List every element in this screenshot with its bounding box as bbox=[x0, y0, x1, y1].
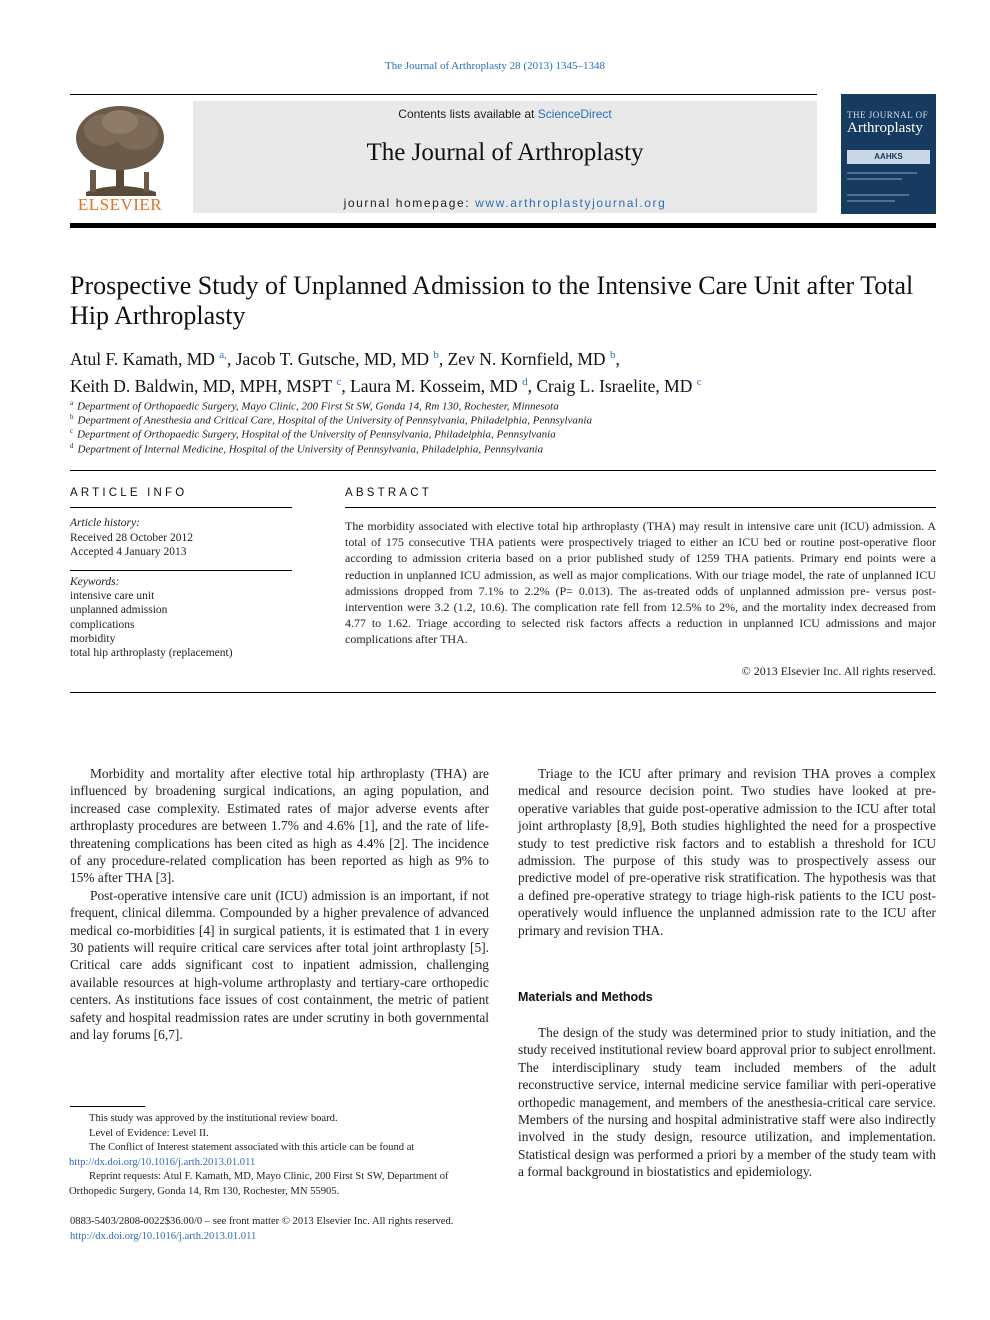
journal-citation[interactable]: The Journal of Arthroplasty 28 (2013) 1345–1348 bbox=[385, 60, 605, 72]
cover-decoration bbox=[847, 172, 917, 174]
keywords-label: Keywords: bbox=[70, 576, 120, 588]
affiliation bbox=[70, 413, 592, 427]
author-name: Craig L. Israelite, MD bbox=[536, 375, 693, 396]
author-separator: , bbox=[527, 375, 537, 396]
footnote-coi-text: The Conflict of Interest statement associated with this article can be found at bbox=[89, 1142, 415, 1154]
affiliation bbox=[70, 442, 543, 456]
cover-decoration bbox=[847, 194, 909, 196]
affiliation bbox=[70, 427, 556, 441]
cover-badge: AAHKS bbox=[847, 150, 930, 164]
contents-prefix: Contents lists available at bbox=[398, 107, 538, 121]
author-name: Laura M. Kosseim, MD bbox=[350, 375, 518, 396]
header-rule bbox=[70, 94, 817, 95]
accepted-date: Accepted 4 January 2013 bbox=[70, 546, 187, 558]
author-affil-marker[interactable]: b bbox=[609, 349, 616, 361]
author-line-2 bbox=[70, 371, 936, 398]
section-rule bbox=[70, 692, 936, 693]
author-affil-marker[interactable]: d bbox=[522, 375, 528, 388]
elsevier-wordmark: ELSEVIER bbox=[77, 195, 163, 214]
article-info-rule bbox=[70, 507, 292, 508]
journal-banner bbox=[193, 101, 817, 213]
cover-decoration bbox=[847, 178, 902, 180]
header-thick-rule bbox=[70, 223, 936, 228]
author-separator: , bbox=[438, 348, 448, 369]
elsevier-logo[interactable] bbox=[66, 100, 174, 215]
author-name: Jacob T. Gutsche, MD, MD bbox=[235, 348, 429, 369]
contents-line bbox=[193, 107, 817, 121]
abstract-heading: ABSTRACT bbox=[345, 487, 432, 499]
affiliation bbox=[70, 399, 559, 413]
author-affil-marker[interactable]: b bbox=[433, 349, 439, 361]
body-paragraph: The design of the study was determined prior to study initiation, and the study received institutional review board approval prior to subject enrollment. The interdisciplinary study team included members of the adult reconstructive service, internal medicine service familiar with peri-operative orthopedic management, and members of the anesthesia-critical care service. Members of the nursing and hospital administrative staff were also indirectly involved in the study design, resource utilization, and implementation. Statistical design was performed a priori by a member of the study team with a formal background in biostatistics and epidemiology. bbox=[518, 1025, 936, 1180]
body-paragraph: Triage to the ICU after primary and revision THA proves a complex medical and resource decision point. Two studies have looked at pre-operative variables that guide post-operative admission to the ICU after total joint arthroplasty [8,9], Both studies highlighted the need for a prospective study to test predictive risk factors and to establish a threshold for ICU admission. The purpose of this study was to prospectively assess our predictive model of pre-operative risk stratification. The hypothesis was that a defined pre-operative strategy to triage high-risk patients to the ICU post-operatively would influence the unplanned admission rate to the ICU after primary and revision THA. bbox=[518, 766, 936, 938]
footnote-level: Level of Evidence: Level II. bbox=[89, 1127, 209, 1139]
author-separator: , bbox=[341, 375, 351, 396]
footnote-rule bbox=[70, 1106, 145, 1107]
journal-title: The Journal of Arthroplasty bbox=[366, 139, 644, 166]
affiliation-label: c bbox=[70, 427, 74, 435]
affiliation-text: Department of Orthopaedic Surgery, Hospital of the University of Pennsylvania, Philadelphia, Pennsylvania bbox=[77, 428, 556, 441]
body-paragraph: Post-operative intensive care unit (ICU) admission is an important, if not frequent, clinical dilemma. Compounded by a higher prevalence of advanced medical co-morbidities [4] in surgical patients, it is estimated that 1 in every 30 patients will require critical care services after total joint arthroplasty [5]. Critical care adds significant cost to inpatient admission, challenging available resources at high-volume arthroplasty and tertiary-care orthopedic centers. As institutions face issues of cost containment, the metric of patient safety and hospital readmission rates are under scrutiny in both governmental and lay forums [6,7]. bbox=[70, 887, 489, 1043]
cover-decoration bbox=[847, 200, 895, 202]
footnotes bbox=[69, 1112, 489, 1200]
affiliation-label: b bbox=[70, 413, 74, 421]
homepage-line bbox=[193, 196, 817, 210]
affiliation-text: Department of Anesthesia and Critical Care, Hospital of the University of Pennsylvania, Philadelphia, Pennsylvania bbox=[77, 414, 592, 427]
received-date: Received 28 October 2012 bbox=[70, 532, 193, 544]
body-right-column-2 bbox=[518, 1024, 936, 1181]
methods-heading: Materials and Methods bbox=[518, 990, 653, 1004]
keyword: complications bbox=[70, 619, 135, 631]
front-matter bbox=[70, 1215, 453, 1245]
body-paragraph: Morbidity and mortality after elective total hip arthroplasty (THA) are influenced by broadening surgical indications, an aging population, and increased case complexity. Estimated rates of major adverse events after arthroplasty procedures are between 1.7% and 4.6% [1], and the rate of life-threatening complications has been cited as high as 4.4% [2]. The incidence of any procedure-related complication has been reported as high as 9% to 15% after THA [3]. bbox=[70, 766, 489, 886]
cover-line1: THE JOURNAL OF bbox=[847, 110, 929, 120]
author-name: Zev N. Kornfield, MD bbox=[447, 348, 606, 369]
abstract-rule bbox=[345, 507, 936, 508]
affiliation-label: a bbox=[70, 399, 74, 407]
abstract-copyright: © 2013 Elsevier Inc. All rights reserved. bbox=[741, 664, 936, 678]
doi-link[interactable]: http://dx.doi.org/10.1016/j.arth.2013.01.011 bbox=[70, 1230, 257, 1242]
author-name: Keith D. Baldwin, MD, MPH, MSPT bbox=[70, 375, 333, 396]
footnote-irb: This study was approved by the institutional review board. bbox=[89, 1113, 338, 1124]
keyword: morbidity bbox=[70, 633, 116, 645]
footnote-reprint: Reprint requests: Atul F. Kamath, MD, Mayo Clinic, 200 First St SW, Department of Orthopedic Surgery, Gonda 14, Rm 130, Rochester, MN 55905. bbox=[69, 1171, 449, 1197]
keyword: intensive care unit bbox=[70, 590, 155, 602]
author-affil-marker[interactable]: c bbox=[696, 375, 702, 388]
keywords-rule bbox=[70, 570, 292, 571]
affiliation-text: Department of Internal Medicine, Hospital of the University of Pennsylvania, Philadelphia, Pennsylvania bbox=[77, 443, 544, 456]
author-affil-marker[interactable]: a, bbox=[219, 349, 227, 361]
coi-link[interactable]: http://dx.doi.org/10.1016/j.arth.2013.01.011 bbox=[69, 1156, 256, 1168]
author-separator: , bbox=[226, 348, 236, 369]
issn-line: 0883-5403/2808-0022$36.00/0 – see front matter © 2013 Elsevier Inc. All rights reserved. bbox=[70, 1216, 454, 1227]
affiliation-text: Department of Orthopaedic Surgery, Mayo Clinic, 200 First St SW, Gonda 14, Rm 130, Rochester, Minnesota bbox=[77, 400, 559, 413]
body-left-column bbox=[70, 765, 489, 1044]
homepage-link[interactable]: www.arthroplastyjournal.org bbox=[475, 196, 667, 210]
footnote-coi bbox=[69, 1141, 489, 1170]
abstract-text: The morbidity associated with elective total hip arthroplasty (THA) may result in intensive care unit (ICU) admission. A total of 175 consecutive THA patients were prospectively triaged to either an ICU bed or routine post-operative floor according to admission criteria based on a prior published study of 1259 THA patients. Primary end points were a reduction in unplanned ICU admission, as well as major complications. With our triage model, the rate of unplanned ICU admissions dropped from 7.1% to 2.2% (P= 0.013). The as-treated odds of unplanned admission pre- versus post-intervention were 3.2 (1.2, 10.6). The complication rate fell from 12.5% to 2%, and the mortality index decreased from 4.77 to 1.62. Triage according to selected risk factors affects a reduction in unplanned ICU admissions and major complications after THA. bbox=[345, 519, 936, 647]
history-label: Article history: bbox=[70, 517, 140, 529]
sciencedirect-link[interactable]: ScienceDirect bbox=[537, 107, 612, 121]
affiliation-label: d bbox=[70, 442, 74, 450]
body-right-column bbox=[518, 765, 936, 939]
author-name: Atul F. Kamath, MD bbox=[70, 348, 215, 369]
journal-cover[interactable] bbox=[841, 94, 936, 214]
article-title: Prospective Study of Unplanned Admission to the Intensive Care Unit after Total Hip Arthroplasty bbox=[70, 271, 914, 330]
author-affil-marker[interactable]: c bbox=[336, 375, 342, 388]
keyword: unplanned admission bbox=[70, 604, 168, 616]
author-separator: , bbox=[615, 348, 620, 369]
keyword: total hip arthroplasty (replacement) bbox=[70, 647, 233, 659]
cover-line2: Arthroplasty bbox=[847, 120, 923, 136]
article-info-heading: ARTICLE INFO bbox=[70, 487, 188, 499]
section-rule bbox=[70, 470, 936, 471]
homepage-prefix: journal homepage: bbox=[343, 196, 476, 210]
author-line-1 bbox=[70, 344, 936, 371]
author-list bbox=[70, 344, 936, 398]
